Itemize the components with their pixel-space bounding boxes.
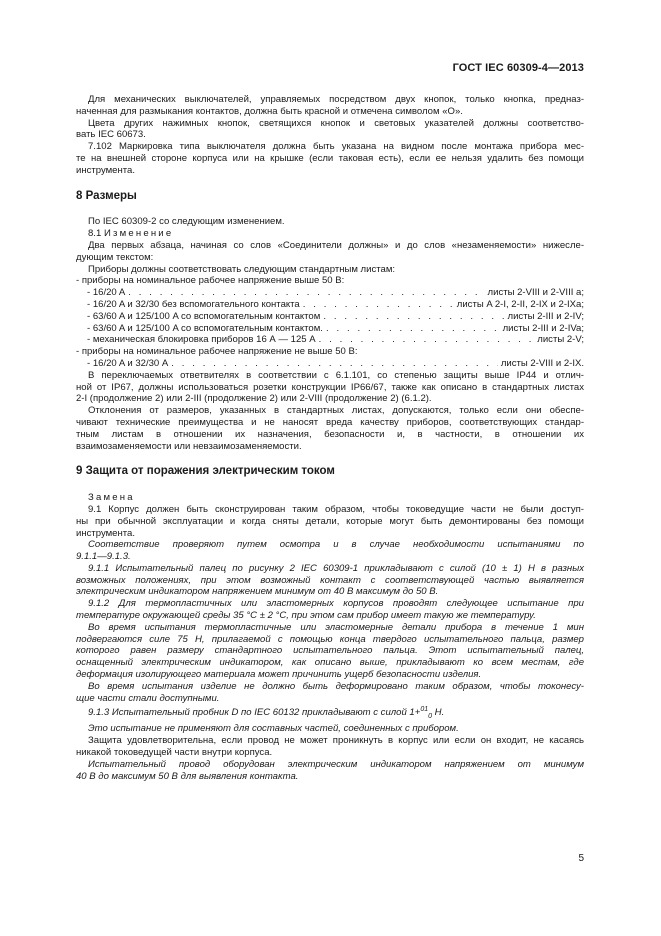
para-top-3: Цвета других нажимных кнопок, светящихся кнопок и световых указателей должны соответство- bbox=[88, 117, 584, 129]
list-item: - 16/20 A и 32/30 A . . . листы 2-VIII и 2-IX. bbox=[76, 358, 584, 370]
sec8-change-text-2: дующим текстом: bbox=[76, 251, 154, 263]
sec9-p913-2: Это испытание не применяют для составных частей, соединенных с прибором. bbox=[88, 723, 459, 735]
list-item: - 63/60 A и 125/100 A со вспомогательным контактом. . . . листы 2-III и 2-IVa; bbox=[76, 323, 584, 335]
sec9-p913-1: 9.1.3 Испытательный пробник D по IEC 60132 прикладывают с силой 1+$^{01}_0$ Н. bbox=[88, 706, 445, 721]
sec8-para1-3: 2-I (продолжение 2) или 2-III (продолжение 2) или 2-VIII (продолжение 2) (6.1.2). bbox=[76, 393, 432, 405]
para-top-5: 7.102 Маркировка типа выключателя должна быть указана на видном после монтажа прибора мес- bbox=[88, 141, 584, 153]
page-body bbox=[76, 94, 584, 782]
document-header: ГОСТ IEC 60309-4—2013 bbox=[452, 62, 584, 74]
sec9-p913-4-1: Испытательный провод оборудован электрическим индикатором напряжением от минимум bbox=[88, 758, 584, 770]
sec8-group-1: - приборы на номинальное рабочее напряжение выше 50 В: bbox=[76, 275, 345, 287]
para-top-4: вать IEC 60673. bbox=[76, 129, 146, 141]
sec9-p91-1: 9.1 Корпус должен быть сконструирован таким образом, чтобы токоведущие части не были доступ- bbox=[88, 503, 584, 515]
sec9-p913-4-2: 40 В до максимум 50 В для выявления контакта. bbox=[76, 770, 299, 782]
sec9-p912b-1: Во время испытания термопластичные или эластомерные детали прибора в течение 1 мин bbox=[88, 621, 584, 633]
sec9-p911-2: возможных положениях, при этом возможный контакт с соответствующей частью выявляется bbox=[76, 574, 584, 586]
sec9-check-1: Соответствие проверяют путем осмотра и в случае необходимости испытаниями по bbox=[88, 539, 584, 551]
list-item: - 16/20 A . . . листы 2-VIII и 2-VIII a; bbox=[76, 287, 584, 299]
sec9-check-2: 9.1.1—9.1.3. bbox=[76, 551, 131, 563]
sec8-para2-1: Отклонения от размеров, указанных в стандартных листах, допускаются, только если они обеспе- bbox=[88, 405, 584, 417]
list-item: - 16/20 A и 32/30 без вспомогательного контакта . . . листы A 2-I, 2-II, 2-IX и 2-IXa; bbox=[76, 299, 584, 311]
sec9-p912-2: температуре окружающей среды 35 °С ± 2 °С, при этом сам прибор имеет такую же температуру. bbox=[76, 610, 536, 622]
list-item: - 63/60 A и 125/100 A со вспомогательным контактом . . . листы 2-III и 2-IV; bbox=[76, 311, 584, 323]
sec8-para1-2: ной от IP67, должны использоваться розетки конструкции IP66/67, также как описано в стандартных листах bbox=[76, 381, 584, 393]
para-top-7: инструмента. bbox=[76, 164, 135, 176]
sec8-para2-4: взаимозаменяемости или невзаимозаменяемости. bbox=[76, 440, 302, 452]
para-top-1: Для механических выключателей, управляемых посредством двух кнопок, только кнопка, предназ- bbox=[88, 94, 584, 105]
sec8-para2-3: тным листам в отношении их назначения, безопасности и, в частности, в отношении их bbox=[76, 428, 584, 440]
sec9-p912b-2: подвергаются силе 75 Н, прилагаемой с помощью конца твердого испытательного пальца, размер bbox=[76, 633, 584, 645]
sec9-p913-3: Защита удовлетворительна, если провод не может проникнуть в корпус или если он входит, не касаясь никакой токоведущей части внутри корпуса. bbox=[76, 735, 584, 758]
page-number: 5 bbox=[578, 853, 584, 864]
sec9-p91-3: инструмента. bbox=[76, 527, 135, 539]
sec9-replace-label: Замена bbox=[88, 492, 135, 504]
sec9-p912b-3: которого равен размеру стандартного испытательного пальца. Этот испытательный палец, bbox=[76, 645, 584, 657]
section-9-title: 9 Защита от поражения электрическим током bbox=[76, 465, 335, 478]
sec8-intro: По IEC 60309-2 со следующим изменением. bbox=[88, 216, 285, 228]
sec8-change-text-1: Два первых абзаца, начиная со слов «Соединители должны» и до слов «незаменяемости» нижесле- bbox=[88, 239, 584, 251]
sec9-p91-2: ны при обычной эксплуатации и когда сняты детали, которые могут быть демонтированы без помощи bbox=[76, 515, 584, 527]
sec9-p912-1: 9.1.2 Для термопластичных или эластомерных корпусов проводят следующее испытание при bbox=[88, 598, 584, 610]
sec9-p912c-2: щие части стали доступными. bbox=[76, 692, 220, 704]
section-8-title: 8 Размеры bbox=[76, 189, 137, 202]
sec9-p912b-5: деформация изолирующего материала может причинить ущерб безопасности изделия. bbox=[76, 669, 482, 681]
sec8-change-label: 8.1 Изменение bbox=[88, 228, 174, 240]
list-item: - механическая блокировка приборов 16 А — 125 А . . . листы 2-V; bbox=[76, 334, 584, 346]
para-top-6: те на внешней стороне корпуса или на крышке (если таковая есть), если ее нельзя удалить без помощи bbox=[76, 152, 584, 164]
sec9-p911-1: 9.1.1 Испытательный палец по рисунку 2 IEC 60309-1 прикладывают с силой (10 ± 1) Н в разных bbox=[88, 562, 584, 574]
sec8-lead: Приборы должны соответствовать следующим стандартным листам: bbox=[88, 263, 396, 275]
sec8-group-2: - приборы на номинальное рабочее напряжение не выше 50 В: bbox=[76, 346, 358, 358]
para-top-2: наченная для размыкания контактов, должна быть красной и отмечена символом «O». bbox=[76, 105, 463, 117]
sec8-para2-2: чивают технические преимущества и не наносят вреда качеству приборов, соответствующих стандар- bbox=[76, 416, 584, 428]
sec8-para1-1: В переключаемых ответвителях в соответствии с 6.1.101, со степенью защиты выше IP44 и отлич- bbox=[88, 369, 584, 381]
sec9-p912c-1: Во время испытания изделие не должно быть деформировано таким образом, чтобы токонесу- bbox=[88, 680, 584, 692]
sec9-p911-3: электрическим индикатором напряжением минимум от 40 В максимум до 50 В. bbox=[76, 586, 439, 598]
sec9-p912b-4: оснащенный электрическим индикатором, как описано выше, прикладывают ко всем местам, где bbox=[76, 657, 584, 669]
